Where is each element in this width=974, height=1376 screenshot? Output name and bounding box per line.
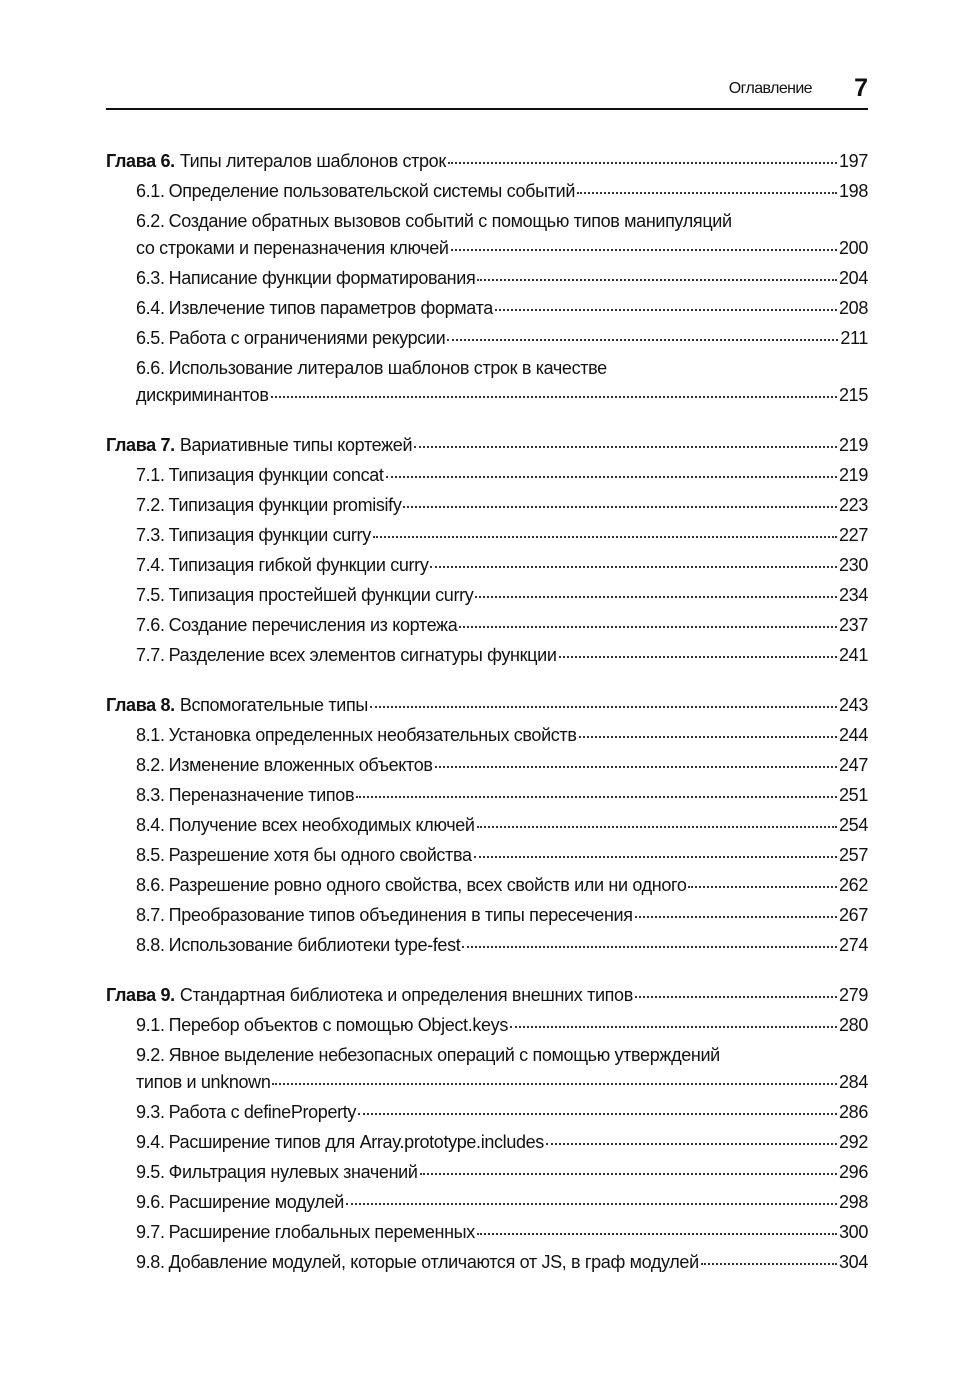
chapter-title: Стандартная библиотека и определения внешних типов — [179, 985, 633, 1005]
chapter-heading — [106, 148, 868, 175]
section-title: Преобразование типов объединения в типы пересечения — [168, 905, 633, 925]
chapter-block — [106, 692, 868, 959]
section-title: Изменение вложенных объектов — [168, 755, 433, 775]
section-page: 274 — [839, 935, 868, 955]
section-page: 215 — [839, 385, 868, 405]
section-title: Создание обратных вызовов событий с помощью типов манипуляций — [168, 211, 732, 231]
section-entry[interactable] — [106, 552, 868, 579]
section-entry[interactable] — [106, 208, 868, 262]
section-page: 298 — [839, 1192, 868, 1212]
dot-leader — [430, 566, 837, 568]
section-number: 8.2. — [136, 755, 165, 775]
dot-leader — [370, 706, 837, 708]
section-line — [136, 178, 868, 205]
section-number: 6.2. — [136, 211, 165, 231]
dot-leader — [701, 1263, 837, 1265]
chapter-title: Типы литералов шаблонов строк — [179, 151, 446, 171]
chapter-heading — [106, 432, 868, 459]
section-line — [136, 492, 868, 519]
chapter-label: Глава 9. — [106, 985, 175, 1005]
chapter-heading — [106, 692, 868, 719]
section-line — [136, 1219, 868, 1246]
section-number: 7.4. — [136, 555, 165, 575]
section-page: 296 — [839, 1162, 868, 1182]
section-number: 8.1. — [136, 725, 165, 745]
section-number: 7.3. — [136, 525, 165, 545]
section-page: 200 — [839, 238, 868, 258]
section-line — [136, 382, 868, 409]
section-number: 8.6. — [136, 875, 165, 895]
dot-leader — [356, 796, 837, 798]
chapter-block — [106, 148, 868, 409]
section-entry[interactable] — [106, 812, 868, 839]
dot-leader — [459, 626, 837, 628]
section-entry[interactable] — [106, 1189, 868, 1216]
section-title: Использование литералов шаблонов строк в качестве — [168, 358, 607, 378]
section-entry[interactable] — [106, 1129, 868, 1156]
section-entry[interactable] — [106, 782, 868, 809]
chapter-page: 197 — [839, 151, 868, 171]
section-entry[interactable] — [106, 1159, 868, 1186]
section-page: 204 — [839, 268, 868, 288]
page-number: 7 — [854, 74, 868, 102]
section-line — [136, 295, 868, 322]
dot-leader — [358, 1113, 837, 1115]
section-title: Расширение типов для Array.prototype.includes — [168, 1132, 544, 1152]
section-entry[interactable] — [106, 902, 868, 929]
dot-leader — [559, 656, 837, 658]
chapter-title: Вариативные типы кортежей — [179, 435, 413, 455]
section-page: 198 — [839, 181, 868, 201]
section-line — [136, 522, 868, 549]
dot-leader — [474, 856, 837, 858]
section-line — [136, 902, 868, 929]
section-title: типов и unknown — [136, 1072, 271, 1092]
section-line — [136, 1042, 868, 1069]
section-number: 7.6. — [136, 615, 165, 635]
section-line — [136, 235, 868, 262]
dot-leader — [435, 766, 837, 768]
chapter-label: Глава 6. — [106, 151, 175, 171]
dot-leader — [403, 506, 837, 508]
section-page: 292 — [839, 1132, 868, 1152]
section-line — [136, 462, 868, 489]
section-number: 7.1. — [136, 465, 165, 485]
section-number: 9.5. — [136, 1162, 165, 1182]
section-title: Разрешение хотя бы одного свойства — [168, 845, 472, 865]
running-header-title: Оглавление — [728, 80, 812, 97]
section-number: 7.2. — [136, 495, 165, 515]
section-line — [136, 812, 868, 839]
section-number: 8.7. — [136, 905, 165, 925]
section-line — [136, 355, 868, 382]
chapter-title: Вспомогательные типы — [179, 695, 368, 715]
chapter-label: Глава 7. — [106, 435, 175, 455]
section-line — [136, 1159, 868, 1186]
section-title: Работа с defineProperty — [168, 1102, 357, 1122]
chapter-entry[interactable] — [106, 692, 868, 719]
section-title: Написание функции форматирования — [168, 268, 476, 288]
section-entry[interactable] — [106, 178, 868, 205]
dot-leader — [475, 596, 837, 598]
section-entry[interactable] — [106, 522, 868, 549]
dot-leader — [477, 826, 837, 828]
section-line — [136, 1129, 868, 1156]
section-title: Типизация функции promisify — [168, 495, 402, 515]
section-number: 9.7. — [136, 1222, 165, 1242]
section-page: 219 — [839, 465, 868, 485]
section-entry[interactable] — [106, 842, 868, 869]
section-title: Расширение модулей — [168, 1192, 344, 1212]
section-page: 230 — [839, 555, 868, 575]
section-number: 9.8. — [136, 1252, 165, 1272]
section-entry[interactable] — [106, 642, 868, 669]
section-page: 227 — [839, 525, 868, 545]
section-title: Установка определенных необязательных свойств — [168, 725, 577, 745]
section-number: 9.3. — [136, 1102, 165, 1122]
section-title: Использование библиотеки type-fest — [168, 935, 461, 955]
section-page: 267 — [839, 905, 868, 925]
dot-leader — [477, 279, 837, 281]
dot-leader — [346, 1203, 837, 1205]
section-entry[interactable] — [106, 612, 868, 639]
table-of-contents — [106, 148, 868, 1299]
section-line — [136, 552, 868, 579]
section-line — [136, 1012, 868, 1039]
section-line — [136, 265, 868, 292]
section-page: 284 — [839, 1072, 868, 1092]
section-entry[interactable] — [106, 1249, 868, 1276]
section-page: 254 — [839, 815, 868, 835]
section-number: 9.2. — [136, 1045, 165, 1065]
dot-leader — [477, 1233, 837, 1235]
section-number: 8.3. — [136, 785, 165, 805]
section-entry[interactable] — [106, 752, 868, 779]
section-line — [136, 842, 868, 869]
section-entry[interactable] — [106, 492, 868, 519]
chapter-block — [106, 982, 868, 1276]
section-page: 300 — [839, 1222, 868, 1242]
dot-leader — [272, 1083, 837, 1085]
dot-leader — [448, 162, 837, 164]
section-title: Перебор объектов с помощью Object.keys — [168, 1015, 508, 1035]
section-page: 244 — [839, 725, 868, 745]
section-entry[interactable] — [106, 1012, 868, 1039]
section-entry[interactable] — [106, 872, 868, 899]
section-page: 262 — [839, 875, 868, 895]
section-entry[interactable] — [106, 462, 868, 489]
chapter-heading — [106, 982, 868, 1009]
section-entry[interactable] — [106, 582, 868, 609]
section-line — [136, 752, 868, 779]
section-entry[interactable] — [106, 932, 868, 959]
section-title: Определение пользовательской системы событий — [168, 181, 576, 201]
section-page: 304 — [839, 1252, 868, 1272]
chapter-block — [106, 432, 868, 669]
section-title: Разрешение ровно одного свойства, всех свойств или ни одного — [168, 875, 687, 895]
section-line — [136, 1069, 868, 1096]
dot-leader — [373, 536, 837, 538]
section-title: Фильтрация нулевых значений — [168, 1162, 418, 1182]
section-title: Явное выделение небезопасных операций с помощью утверждений — [168, 1045, 720, 1065]
dot-leader — [579, 736, 837, 738]
section-title: Работа с ограничениями рекурсии — [168, 328, 446, 348]
section-line — [136, 582, 868, 609]
section-line — [136, 642, 868, 669]
chapter-page: 243 — [839, 695, 868, 715]
running-header — [106, 76, 868, 110]
chapter-label: Глава 8. — [106, 695, 175, 715]
section-number: 8.5. — [136, 845, 165, 865]
section-entry[interactable] — [106, 1042, 868, 1096]
section-title: Извлечение типов параметров формата — [168, 298, 493, 318]
section-entry[interactable] — [106, 1219, 868, 1246]
section-number: 6.1. — [136, 181, 165, 201]
chapter-page: 279 — [839, 985, 868, 1005]
section-line — [136, 1189, 868, 1216]
section-title: Типизация функции curry — [168, 525, 371, 545]
section-page: 237 — [839, 615, 868, 635]
section-page: 280 — [839, 1015, 868, 1035]
section-title: Расширение глобальных переменных — [168, 1222, 475, 1242]
section-line — [136, 208, 868, 235]
section-page: 257 — [839, 845, 868, 865]
section-title: Типизация гибкой функции curry — [168, 555, 429, 575]
chapter-entry[interactable] — [106, 432, 868, 459]
dot-leader — [420, 1173, 837, 1175]
dot-leader — [462, 946, 837, 948]
dot-leader — [386, 476, 837, 478]
section-title: со строками и переназначения ключей — [136, 238, 449, 258]
section-line — [136, 722, 868, 749]
section-line — [136, 1249, 868, 1276]
section-title: Переназначение типов — [168, 785, 355, 805]
section-title: Типизация простейшей функции curry — [168, 585, 474, 605]
dot-leader — [271, 396, 837, 398]
section-page: 286 — [839, 1102, 868, 1122]
chapter-entry[interactable] — [106, 982, 868, 1009]
section-number: 6.3. — [136, 268, 165, 288]
dot-leader — [495, 309, 837, 311]
section-page: 223 — [839, 495, 868, 515]
section-number: 6.4. — [136, 298, 165, 318]
section-number: 8.8. — [136, 935, 165, 955]
section-number: 7.5. — [136, 585, 165, 605]
dot-leader — [414, 446, 837, 448]
section-page: 211 — [840, 328, 868, 348]
section-line — [136, 782, 868, 809]
chapter-entry[interactable] — [106, 148, 868, 175]
chapter-page: 219 — [839, 435, 868, 455]
section-number: 6.6. — [136, 358, 165, 378]
section-title: дискриминантов — [136, 385, 269, 405]
section-title: Разделение всех элементов сигнатуры функции — [168, 645, 557, 665]
section-number: 7.7. — [136, 645, 165, 665]
dot-leader — [546, 1143, 837, 1145]
section-line — [136, 872, 868, 899]
section-entry[interactable] — [106, 1099, 868, 1126]
section-title: Создание перечисления из кортежа — [168, 615, 458, 635]
dot-leader — [635, 996, 837, 998]
section-entry[interactable] — [106, 265, 868, 292]
section-page: 208 — [839, 298, 868, 318]
dot-leader — [451, 249, 837, 251]
dot-leader — [635, 916, 837, 918]
section-page: 234 — [839, 585, 868, 605]
section-number: 6.5. — [136, 328, 165, 348]
dot-leader — [577, 192, 837, 194]
section-line — [136, 325, 868, 352]
section-line — [136, 1099, 868, 1126]
section-entry[interactable] — [106, 722, 868, 749]
section-page: 247 — [839, 755, 868, 775]
section-entry[interactable] — [106, 325, 868, 352]
section-entry[interactable] — [106, 355, 868, 409]
dot-leader — [510, 1026, 837, 1028]
section-line — [136, 932, 868, 959]
section-number: 9.1. — [136, 1015, 165, 1035]
section-line — [136, 612, 868, 639]
section-number: 9.6. — [136, 1192, 165, 1212]
dot-leader — [688, 886, 837, 888]
section-title: Типизация функции concat — [168, 465, 384, 485]
section-page: 241 — [839, 645, 868, 665]
section-number: 9.4. — [136, 1132, 165, 1152]
section-title: Добавление модулей, которые отличаются от JS, в граф модулей — [168, 1252, 699, 1272]
section-page: 251 — [839, 785, 868, 805]
dot-leader — [447, 339, 838, 341]
section-entry[interactable] — [106, 295, 868, 322]
section-number: 8.4. — [136, 815, 165, 835]
section-title: Получение всех необходимых ключей — [168, 815, 475, 835]
